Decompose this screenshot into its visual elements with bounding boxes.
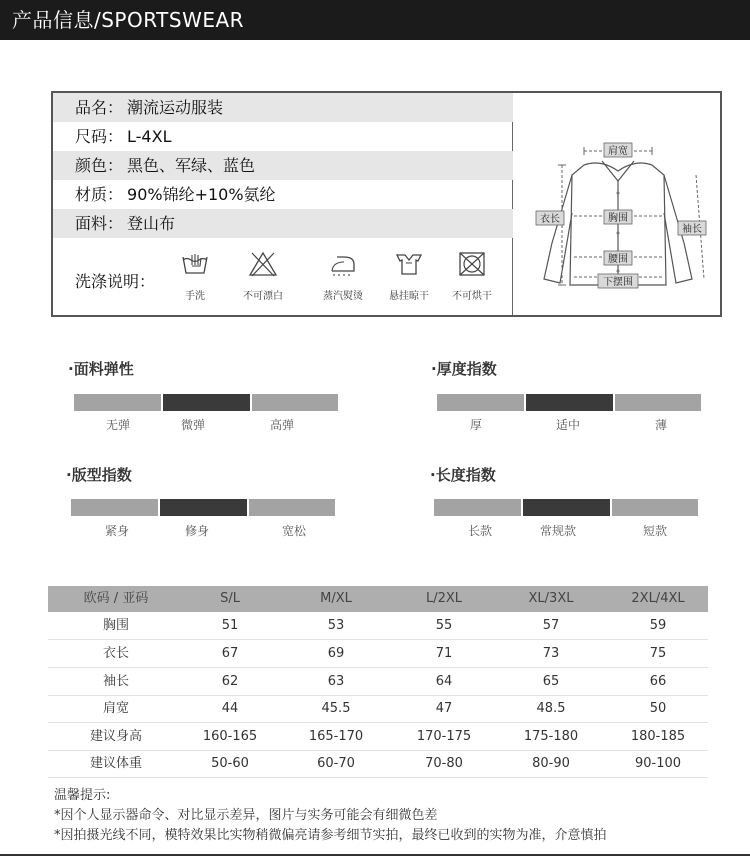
size-header-cell: 2XL/4XL: [631, 591, 685, 606]
table-cell: 180-185: [630, 729, 686, 744]
index-bar-length: [434, 499, 698, 516]
page-header: [0, 0, 750, 40]
size-table-header: [48, 586, 708, 612]
info-row-size: [53, 122, 513, 151]
info-value: 潮流运动服装: [127, 98, 224, 117]
wash-item-no-tumble-dry: [437, 251, 507, 302]
index-option: 高弹: [269, 418, 294, 432]
row-label: 胸围: [102, 618, 129, 633]
no-tumble-dry-icon: [457, 251, 487, 277]
table-cell: 66: [649, 674, 667, 689]
wash-item-no-bleach: [228, 251, 298, 302]
size-header-cell: 欧码 / 亚码: [83, 591, 149, 606]
info-value: 登山布: [127, 214, 176, 233]
table-cell: 62: [221, 674, 239, 689]
index-option: 厚: [469, 418, 482, 432]
table-cell: 73: [542, 646, 560, 661]
wash-item-steam-iron: [308, 251, 378, 302]
index-segment: [523, 499, 610, 516]
table-cell: 45.5: [321, 701, 351, 716]
info-key: 颜色：: [75, 156, 124, 175]
index-segment: [526, 394, 613, 411]
info-row-fabric: [53, 209, 513, 238]
size-header-cell: M/XL: [320, 591, 352, 606]
page-title: 产品信息/SPORTSWEAR: [12, 8, 245, 32]
steam-iron-icon: [328, 251, 358, 277]
table-cell: 165-170: [308, 729, 364, 744]
table-cell: 50-60: [211, 756, 249, 771]
wash-caption: 手洗: [185, 291, 205, 302]
info-value: 黑色、军绿、蓝色: [127, 156, 256, 175]
hang-dry-icon: [394, 251, 424, 277]
row-label: 建议体重: [89, 756, 142, 771]
index-segment: [71, 499, 158, 516]
index-bar-elasticity: [74, 394, 338, 411]
index-segment: [249, 499, 335, 516]
size-header-cell: L/2XL: [425, 591, 463, 606]
table-cell: 60-70: [317, 756, 355, 771]
table-cell: 53: [327, 618, 345, 633]
notes-line: *因个人显示器命令、对比显示差异，图片与实务可能会有细微色差: [54, 808, 438, 823]
diagram-label-length: 衣长: [540, 214, 560, 225]
notes-line: *因拍摄光线不同，模特效果比实物稍微偏亮请参考细节实拍，最终已收到的实物为准，介意慎拍: [54, 828, 607, 843]
index-title-elasticity: ·面料弹性: [68, 360, 134, 378]
table-cell: 70-80: [425, 756, 463, 771]
diagram-label-chest: 胸围: [608, 213, 628, 224]
table-row: [48, 751, 708, 778]
hand-wash-icon: [180, 251, 210, 277]
wash-instructions-label: 洗涤说明：: [75, 272, 156, 291]
table-row: [48, 696, 708, 723]
table-cell: 47: [435, 701, 453, 716]
wash-item-hand-wash: [160, 251, 230, 302]
table-cell: 160-165: [202, 729, 258, 744]
index-option: 适中: [555, 418, 580, 432]
row-label: 建议身高: [89, 729, 142, 744]
diagram-label-sleeve: 袖长: [682, 224, 702, 235]
info-value: 90%锦纶+10%氨纶: [127, 185, 276, 204]
table-row: [48, 669, 708, 696]
table-row: [48, 641, 708, 668]
size-header-cell: XL/3XL: [528, 591, 574, 606]
wash-caption: 蒸汽熨烫: [323, 291, 363, 302]
garment-measurement-diagram: [514, 93, 720, 315]
table-cell: 63: [327, 674, 345, 689]
info-row-name: [53, 93, 513, 122]
table-cell: 170-175: [416, 729, 472, 744]
info-key: 面料：: [75, 214, 124, 233]
table-cell: 69: [327, 646, 345, 661]
row-label: 衣长: [102, 646, 129, 661]
index-option: 常规款: [539, 524, 576, 538]
info-key: 材质：: [75, 185, 124, 204]
table-cell: 55: [435, 618, 453, 633]
table-cell: 71: [435, 646, 453, 661]
index-segment: [615, 394, 701, 411]
info-key: 品名：: [75, 98, 124, 117]
table-cell: 90-100: [634, 756, 682, 771]
index-segment: [252, 394, 338, 411]
info-key: 尺码：: [75, 127, 124, 146]
diagram-label-hem: 下摆围: [603, 277, 633, 288]
notes-title: 温馨提示:: [54, 788, 111, 803]
row-label: 袖长: [102, 674, 129, 689]
table-cell: 175-180: [523, 729, 579, 744]
index-option: 短款: [642, 524, 667, 538]
notes-section: [54, 786, 607, 846]
index-option: 长款: [467, 524, 492, 538]
index-segment: [612, 499, 698, 516]
index-segment: [74, 394, 161, 411]
table-row: [48, 724, 708, 751]
table-cell: 75: [649, 646, 667, 661]
table-cell: 48.5: [536, 701, 566, 716]
product-info-table: [53, 93, 513, 315]
size-header-cell: S/L: [220, 591, 240, 606]
index-segment: [160, 499, 247, 516]
index-bar-thickness: [437, 394, 701, 411]
table-cell: 80-90: [532, 756, 570, 771]
row-label: 肩宽: [102, 701, 129, 716]
table-cell: 67: [221, 646, 239, 661]
index-option: 紧身: [104, 524, 129, 538]
index-segment: [434, 499, 521, 516]
wash-caption: 不可漂白: [243, 291, 283, 302]
index-option: 微弹: [180, 418, 205, 432]
diagram-label-shoulder: 肩宽: [608, 146, 628, 157]
table-cell: 50: [649, 701, 667, 716]
table-cell: 65: [542, 674, 560, 689]
info-value: L-4XL: [127, 127, 172, 146]
table-cell: 44: [221, 701, 239, 716]
index-option: 宽松: [281, 524, 306, 538]
index-segment: [437, 394, 524, 411]
info-row-material: [53, 180, 513, 209]
table-cell: 51: [221, 618, 239, 633]
table-cell: 64: [435, 674, 453, 689]
table-row: [48, 613, 708, 640]
index-option: 薄: [654, 418, 667, 432]
index-title-length: ·长度指数: [430, 466, 496, 484]
table-cell: 59: [649, 618, 667, 633]
wash-caption: 不可烘干: [452, 291, 492, 302]
table-cell: 57: [542, 618, 560, 633]
wash-caption: 悬挂晾干: [389, 291, 429, 302]
product-info-box: [51, 91, 722, 317]
info-row-color: [53, 151, 513, 180]
index-title-fit: ·版型指数: [66, 466, 132, 484]
no-bleach-icon: [248, 251, 278, 277]
index-option: 修身: [184, 524, 209, 538]
index-option: 无弹: [105, 418, 130, 432]
index-title-thickness: ·厚度指数: [431, 360, 497, 378]
index-bar-fit: [71, 499, 335, 516]
index-segment: [163, 394, 250, 411]
wash-item-hang-dry: [374, 251, 444, 302]
diagram-label-waist: 腰围: [608, 254, 628, 265]
